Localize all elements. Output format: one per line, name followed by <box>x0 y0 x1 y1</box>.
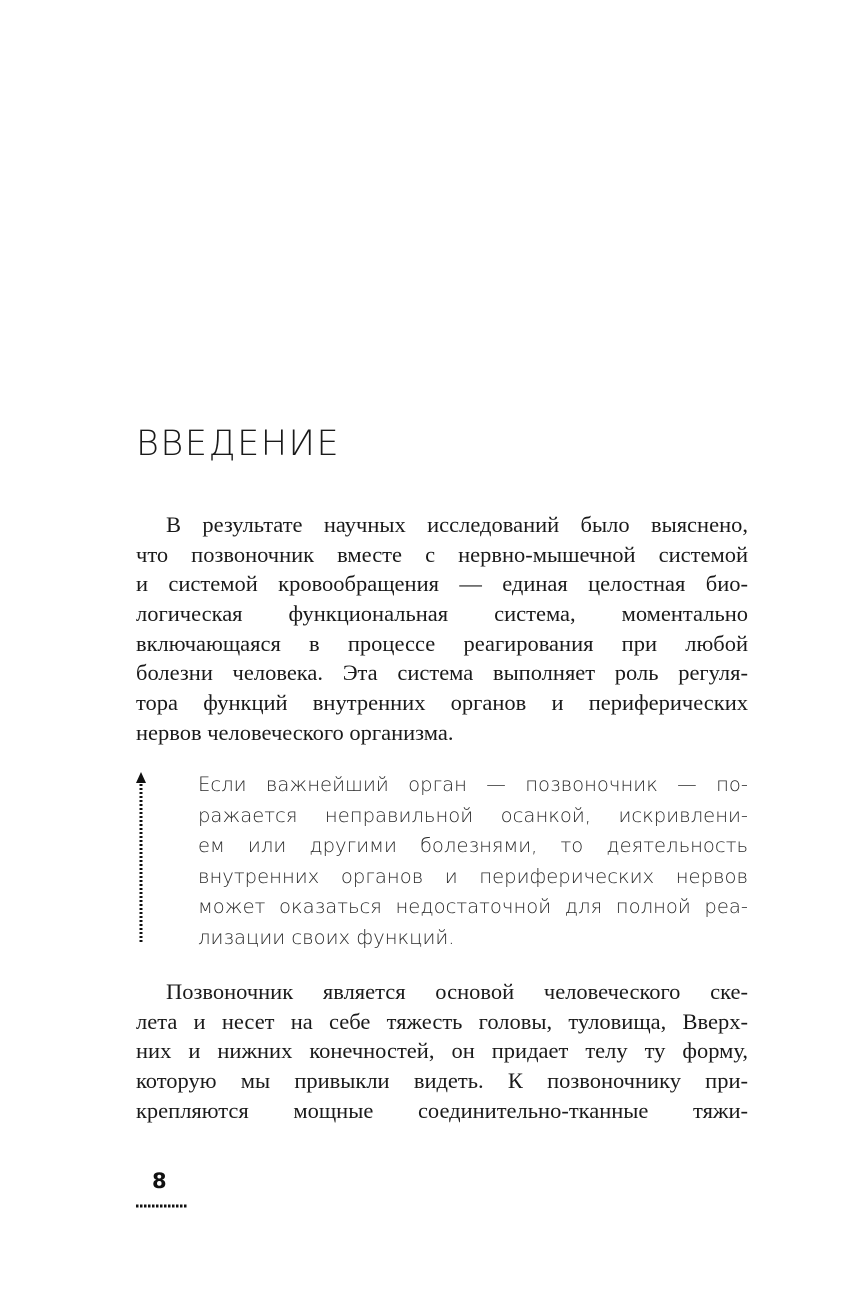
quote-line: ем или другими болезнями, то деятельность <box>198 834 748 857</box>
quote-line: может оказаться недостаточной для полной реа- <box>198 895 748 918</box>
paragraph-line: которую мы привыкли видеть. К позвоночнику при- <box>136 1068 748 1094</box>
chapter-title: ВВЕДЕНИЕ <box>136 424 341 464</box>
paragraph-1 <box>136 510 748 748</box>
paragraph-line: нервов человеческого организма. <box>136 719 454 745</box>
dotted-rule-icon <box>136 1204 188 1208</box>
paragraph-line: и системой кровообращения — единая целостная био- <box>136 571 748 597</box>
page-number: 8 <box>152 1169 167 1193</box>
paragraph-2 <box>136 977 748 1125</box>
highlight-quote <box>198 770 748 953</box>
quote-line: внутренних органов и периферических нервов <box>198 864 748 888</box>
paragraph-line: тора функций внутренних органов и периферических <box>136 690 748 716</box>
paragraph-line: логическая функциональная система, моментально <box>136 601 748 627</box>
paragraph-line: болезни человека. Эта система выполняет роль регуля- <box>136 660 748 686</box>
paragraph-line: включающаяся в процессе реагирования при любой <box>136 630 748 656</box>
quote-line: Если важнейший орган — позвоночник — по- <box>198 773 748 796</box>
quote-line: ражается неправильной осанкой, искривлени- <box>198 803 748 827</box>
paragraph-line: лета и несет на себе тяжесть головы, туловища, Вверх- <box>136 1008 748 1034</box>
paragraph-line: В результате научных исследований было выяснено, <box>166 512 748 537</box>
quote-line: лизации своих функций. <box>198 925 455 949</box>
dotted-arrow-icon <box>135 772 147 942</box>
paragraph-line: крепляются мощные соединительно-тканные тяжи- <box>136 1097 748 1123</box>
paragraph-line: Позвоночник является основой человеческого ске- <box>166 979 748 1004</box>
paragraph-line: них и нижних конечностей, он придает телу ту форму, <box>136 1038 748 1064</box>
paragraph-line: что позвоночник вместе с нервно-мышечной системой <box>136 541 748 567</box>
